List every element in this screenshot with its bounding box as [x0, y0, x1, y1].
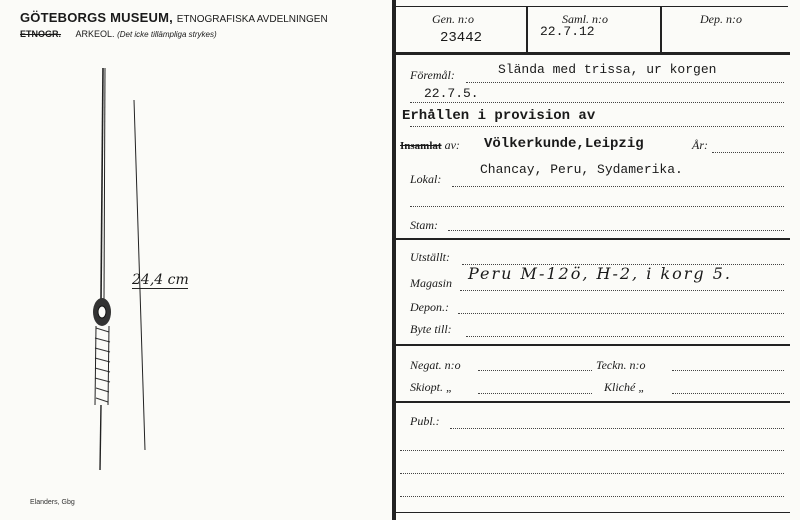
measurement-label: 24,4 cm	[132, 272, 189, 288]
gen-number-label: Gen. n:o	[432, 12, 474, 26]
spindle-shaft-lower	[100, 405, 101, 470]
option-archaeology: ARKEOL.	[75, 29, 115, 39]
spindle-drawing	[0, 0, 392, 520]
locality-value: Chancay, Peru, Sydamerika.	[480, 162, 683, 177]
object-value-line2: 22.7.5.	[424, 86, 479, 101]
collected-by-row	[400, 138, 460, 153]
publication-dotted-line	[450, 428, 784, 429]
publication-label: Publ.:	[410, 414, 440, 428]
cliche-dotted-line	[672, 393, 784, 394]
slide-dotted-line	[478, 393, 592, 394]
locality-label: Lokal:	[410, 172, 442, 186]
negative-dotted-line	[478, 370, 592, 371]
deposited-dotted-line	[458, 313, 784, 314]
year-dotted-line	[712, 152, 784, 153]
exhibited-label: Utställt:	[410, 250, 451, 264]
spindle-whorl-hole	[98, 306, 106, 318]
publication-dotted-line-4	[400, 496, 784, 497]
number-row-bottom-border	[396, 52, 790, 55]
collector-value: Völkerkunde,Leipzig	[484, 136, 644, 152]
locality-dotted-line-2	[410, 206, 784, 207]
deposited-label: Depon.:	[410, 300, 449, 314]
cliche-label: Kliché „	[604, 380, 645, 394]
thread-right-edge	[108, 326, 109, 405]
object-value: Slända med trissa, ur korgen	[498, 62, 717, 77]
gen-number-value: 23442	[440, 30, 483, 46]
gen-saml-separator	[526, 6, 528, 52]
strike-note: (Det icke tillämpliga strykes)	[117, 30, 217, 39]
object-dotted-line	[466, 82, 784, 83]
saml-number-label: Saml. n:o	[562, 12, 608, 26]
saml-dep-separator	[660, 6, 662, 52]
drawing-number-label: Teckn. n:o	[596, 358, 646, 372]
top-border	[396, 6, 788, 7]
department-name: ETNOGRAFISKA AVDELNINGEN	[176, 14, 328, 25]
exchange-dotted-line	[466, 336, 784, 337]
spindle-shaft-upper	[101, 68, 103, 300]
locality-dotted-line	[452, 186, 784, 187]
storage-value: Peru M-12ö, H-2, i korg 5.	[468, 264, 732, 283]
slide-label: Skiopt. „	[410, 380, 453, 394]
tribe-dotted-line	[448, 230, 784, 231]
section-border-1	[396, 238, 790, 240]
printer-imprint: Elanders, Gbg	[30, 499, 75, 506]
spindle-shaft-upper-edge	[104, 68, 105, 300]
publication-dotted-line-2	[400, 450, 784, 451]
drawing-dotted-line	[672, 370, 784, 371]
measurement-underline	[132, 288, 188, 289]
publication-dotted-line-3	[400, 473, 784, 474]
saml-number-value: 22.7.12	[540, 24, 595, 39]
bottom-border	[396, 512, 790, 513]
museum-name: GÖTEBORGS MUSEUM,	[20, 10, 173, 25]
storage-dotted-line	[460, 290, 784, 291]
struck-collected-label: Insamlat	[400, 140, 442, 152]
struck-option-ethnography: ETNOGR.	[20, 29, 62, 39]
by-label: av:	[444, 138, 460, 152]
object-label: Föremål:	[410, 68, 455, 82]
year-label: År:	[692, 138, 708, 152]
object-dotted-line-2	[410, 102, 784, 103]
negative-number-label: Negat. n:o	[410, 358, 461, 372]
card-divider	[392, 0, 396, 520]
acquisition-note: Erhållen i provision av	[402, 108, 596, 124]
exchange-label: Byte till:	[410, 322, 452, 336]
section-border-3	[396, 401, 790, 403]
dep-number-label: Dep. n:o	[700, 12, 742, 26]
storage-label: Magasin	[410, 276, 452, 290]
section-border-2	[396, 344, 790, 346]
acquisition-dotted-line	[410, 126, 784, 127]
tribe-label: Stam:	[410, 218, 438, 232]
